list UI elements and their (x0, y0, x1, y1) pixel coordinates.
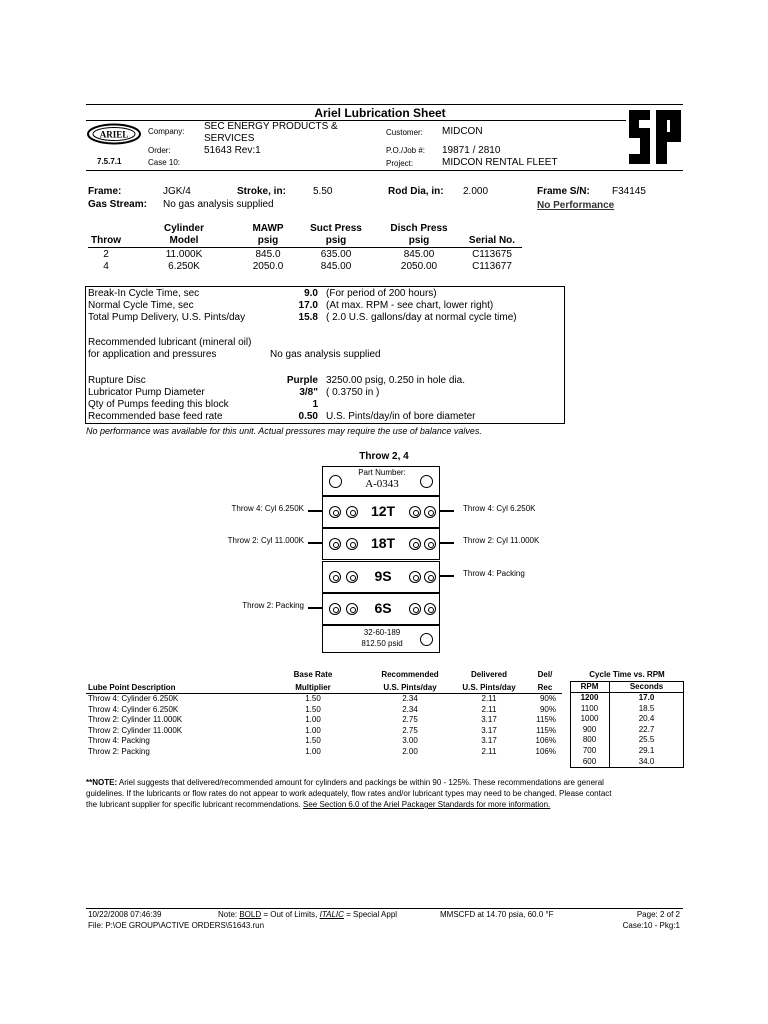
piston-port-icon (329, 538, 341, 550)
th-mawp: MAWP (252, 223, 284, 234)
pump-diameter-label: Lubricator Pump Diameter (88, 387, 205, 398)
piston-port-icon (346, 571, 358, 583)
throw-cell-serial: C113677 (472, 261, 512, 272)
left-callout-line (308, 510, 322, 512)
normal-cycle-value: 17.0 (298, 300, 318, 311)
piston-port-icon (409, 571, 421, 583)
note-prefix: **NOTE: (86, 778, 118, 787)
company-value: SEC ENERGY PRODUCTS & (204, 121, 338, 132)
divider-section-label: 6S (374, 599, 392, 616)
divider-psid: 812.50 psid (361, 639, 403, 648)
lube-cell-del-rec: 106% (535, 746, 556, 756)
frame-label: Frame: (88, 186, 122, 197)
piston-port-icon (329, 571, 341, 583)
no-performance-label: No Performance (537, 200, 615, 211)
lubricant-value: No gas analysis supplied (270, 349, 381, 360)
port-center-icon (350, 575, 356, 581)
cycle-cell-seconds: 17.0 (638, 693, 655, 702)
footer-mmscfd: MMSCFD at 14.70 psia, 60.0 °F (440, 910, 554, 919)
th-lube-description: Lube Point Description (88, 683, 176, 692)
th-delivered-unit: U.S. Pints/day (462, 683, 516, 692)
left-callout-label: Throw 2: Cyl 11.000K (227, 536, 304, 546)
lube-cell-multiplier: 1.00 (305, 746, 321, 756)
throw-cell-model: 11.000K (165, 249, 203, 260)
cycle-table-title: Cycle Time vs. RPM (589, 670, 665, 679)
th-cylinder: Cylinder (163, 223, 204, 234)
note-line-2: guidelines. If the lubricants or flow rates do not appear to work adequately, flow rates and/or lubricant types may need to be changed. Please contact (86, 789, 612, 798)
cycle-cell-rpm: 1200 (580, 693, 599, 702)
th-delivered: Delivered (470, 670, 508, 679)
breakin-value: 9.0 (304, 288, 318, 299)
piston-port-icon (409, 603, 421, 615)
order-label: Order: (148, 146, 171, 155)
throw-cell-disch: 2050.00 (400, 261, 438, 272)
lube-cell-delivered: 3.17 (481, 736, 497, 745)
left-callout-line (308, 607, 322, 609)
header-top-rule (86, 104, 683, 105)
right-callout-line (440, 575, 454, 577)
port-center-icon (350, 510, 356, 516)
th-model: Model (169, 235, 199, 246)
right-callout-label: Throw 4: Cyl 6.250K (463, 504, 536, 513)
port-center-icon (428, 607, 434, 613)
pump-diameter-note: ( 0.3750 in ) (326, 387, 380, 398)
throw-cell-disch: 845.00 (403, 249, 435, 260)
divider-section-block (322, 496, 440, 528)
cycle-cell-seconds: 29.1 (638, 746, 655, 755)
footer-legend (218, 910, 397, 919)
lube-cell-del-rec: 115% (536, 725, 556, 735)
divider-section-block (322, 528, 440, 560)
piston-port-icon (346, 603, 358, 615)
pump-qty-label: Qty of Pumps feeding this block (88, 399, 229, 410)
lube-cell-desc: Throw 4: Cylinder 6.250K (88, 704, 179, 714)
cycle-cell-rpm: 1000 (580, 714, 599, 724)
port-center-icon (428, 575, 434, 581)
project-label: Project: (386, 159, 414, 168)
stroke-value: 5.50 (313, 186, 333, 197)
pump-qty-value: 1 (312, 399, 318, 410)
port-center-icon (428, 542, 434, 548)
throw-cell-throw: 4 (103, 261, 109, 272)
lube-cell-delivered: 2.11 (481, 704, 497, 714)
piston-port-icon (346, 506, 358, 518)
piston-port-icon (346, 538, 358, 550)
cycle-cell-rpm: 1100 (580, 703, 599, 713)
total-delivery-note: ( 2.0 U.S. gallons/day at normal cycle time) (326, 312, 517, 323)
port-center-icon (333, 510, 339, 516)
port-center-icon (413, 510, 419, 516)
piston-port-icon (329, 603, 341, 615)
part-number-value: A-0343 (365, 478, 399, 490)
mounting-hole-icon (420, 475, 433, 488)
footer-rule (86, 908, 683, 909)
total-delivery-label: Total Pump Delivery, U.S. Pints/day (88, 312, 246, 323)
throw-cell-serial: C113675 (472, 249, 512, 260)
divider-code: 32-60-189 (363, 628, 401, 637)
mounting-hole-icon (329, 475, 342, 488)
throw-cell-suct: 845.00 (320, 261, 352, 272)
lube-cell-del-rec: 106% (535, 736, 556, 745)
base-feed-value: 0.50 (298, 411, 318, 422)
rod-label: Rod Dia, in: (388, 186, 444, 197)
port-center-icon (413, 607, 419, 613)
piston-port-icon (329, 506, 341, 518)
note-line-3 (86, 800, 550, 809)
lube-cell-multiplier: 1.00 (305, 725, 321, 735)
company-label: Company: (148, 127, 185, 136)
lube-cell-del-rec: 115% (536, 715, 556, 724)
footer-italic-word: ITALIC (319, 910, 344, 919)
cycle-cell-seconds: 20.4 (638, 714, 655, 724)
company-logo-graphic (626, 106, 684, 168)
lube-cell-delivered: 3.17 (481, 715, 497, 724)
footer-note-prefix: Note: (218, 910, 240, 919)
lube-cell-recommended: 2.00 (402, 746, 418, 756)
header-title-rule (86, 120, 683, 121)
base-feed-label: Recommended base feed rate (88, 411, 223, 422)
th-seconds: Seconds (629, 682, 664, 691)
th-del-rec: Del/ (537, 670, 553, 679)
breakin-note: (For period of 200 hours) (326, 288, 437, 299)
piston-port-icon (409, 506, 421, 518)
footer-page: Page: 2 of 2 (636, 910, 680, 919)
part-number-label: Part Number: (358, 468, 406, 477)
port-center-icon (333, 542, 339, 548)
th-serial: Serial No. (468, 235, 516, 246)
company-value-line2: SERVICES (204, 133, 255, 144)
rupture-disc-label: Rupture Disc (88, 375, 146, 386)
total-delivery-value: 15.8 (298, 312, 318, 323)
lube-cell-desc: Throw 2: Packing (88, 746, 150, 756)
cycle-cell-seconds: 18.5 (638, 703, 655, 713)
lube-cell-recommended: 2.75 (402, 725, 418, 735)
cycle-cell-rpm: 900 (582, 724, 597, 734)
right-callout-line (440, 542, 454, 544)
cycle-cell-seconds: 34.0 (638, 756, 655, 766)
port-center-icon (350, 607, 356, 613)
lube-cell-recommended: 2.34 (402, 694, 418, 703)
divider-section-label: 12T (370, 503, 396, 519)
port-center-icon (333, 575, 339, 581)
th-mawp-unit: psig (257, 235, 279, 246)
lube-cell-delivered: 2.11 (481, 694, 497, 703)
divider-section-block (322, 593, 440, 625)
frame-value: JGK/4 (163, 186, 191, 197)
left-callout-label: Throw 4: Cyl 6.250K (231, 504, 304, 513)
lube-cell-del-rec: 90% (539, 704, 556, 714)
lube-cell-delivered: 3.17 (481, 725, 497, 735)
po-value: 19871 / 2810 (442, 145, 501, 156)
port-center-icon (413, 575, 419, 581)
th-disch-press: Disch Press (390, 223, 448, 234)
th-suct-press: Suct Press (310, 223, 362, 234)
cycle-cell-seconds: 25.5 (638, 735, 655, 745)
footer-bold-word: BOLD (239, 910, 262, 919)
lube-cell-multiplier: 1.50 (305, 704, 321, 714)
lube-cell-desc: Throw 2: Cylinder 11.000K (88, 715, 183, 724)
port-center-icon (333, 607, 339, 613)
ariel-logo (86, 123, 142, 145)
page-title: Ariel Lubrication Sheet (314, 106, 446, 120)
lube-cell-multiplier: 1.50 (305, 694, 321, 703)
piston-port-icon (424, 571, 436, 583)
footer-case: Case:10 - Pkg:1 (622, 921, 680, 930)
footer-bold-desc: = Out of Limits, (261, 910, 320, 919)
customer-value: MIDCON (442, 126, 483, 137)
throw-cell-mawp: 845.0 (255, 249, 281, 260)
lubricant-label-2: for application and pressures (88, 349, 217, 360)
part-number-block (322, 466, 440, 496)
lube-cell-recommended: 3.00 (402, 736, 418, 745)
cycle-cell-rpm: 700 (582, 746, 597, 755)
piston-port-icon (424, 603, 436, 615)
packager-standards-link[interactable]: See Section 6.0 of the Ariel Packager Standards for more information. (303, 800, 551, 809)
piston-port-icon (409, 538, 421, 550)
throw-cell-model: 6.250K (168, 261, 200, 272)
footer-file-path: File: P:\OE GROUP\ACTIVE ORDERS\51643.run (88, 921, 265, 930)
lube-cell-desc: Throw 4: Packing (88, 736, 150, 745)
th-base-rate: Base Rate (293, 670, 333, 679)
project-value: MIDCON RENTAL FLEET (442, 157, 558, 168)
lube-cell-desc: Throw 2: Cylinder 11.000K (88, 725, 183, 735)
note-text-1: Ariel suggests that delivered/recommended amount for cylinders and packings be within 90 - 125%. These recommendations are general (117, 778, 604, 787)
lube-cell-multiplier: 1.50 (305, 736, 321, 745)
th-throw: Throw (91, 235, 121, 246)
right-callout-label: Throw 2: Cyl 11.000K (463, 536, 540, 546)
gas-stream-label: Gas Stream: (88, 199, 147, 210)
order-value: 51643 Rev:1 (204, 145, 261, 156)
header-bottom-rule (86, 170, 683, 171)
cycle-cell-seconds: 22.7 (638, 724, 655, 734)
breakin-label: Break-In Cycle Time, sec (88, 288, 200, 299)
left-callout-label: Throw 2: Packing (242, 600, 304, 610)
note-text-3: the lubricant supplier for specific lubricant recommendations. (86, 800, 301, 809)
throw-cell-mawp: 2050.0 (252, 261, 284, 272)
port-center-icon (428, 510, 434, 516)
frame-sn-label: Frame S/N: (537, 186, 590, 197)
pump-diameter-value: 3/8" (299, 387, 318, 398)
th-suct-unit: psig (325, 235, 347, 246)
po-label: P.O./Job #: (386, 146, 425, 155)
footer-datetime: 10/22/2008 07:46:39 (88, 910, 162, 919)
lube-cell-delivered: 2.11 (481, 746, 497, 756)
divider-section-label: 18T (370, 535, 396, 552)
piston-port-icon (424, 506, 436, 518)
rupture-disc-value: Purple (286, 375, 318, 386)
note-line-1 (86, 778, 604, 787)
lubricant-label-1: Recommended lubricant (mineral oil) (88, 337, 252, 348)
piston-port-icon (424, 538, 436, 550)
rupture-disc-note: 3250.00 psig, 0.250 in hole dia. (326, 375, 465, 386)
throw-cell-suct: 635.00 (320, 249, 352, 260)
divider-footer-block (322, 625, 440, 653)
divider-section-block (322, 561, 440, 593)
lube-cell-recommended: 2.34 (402, 704, 418, 714)
right-callout-line (440, 510, 454, 512)
th-recommended: Recommended (381, 670, 439, 679)
frame-sn-value: F34145 (612, 186, 646, 197)
right-callout-label: Throw 4: Packing (463, 568, 525, 578)
port-center-icon (413, 542, 419, 548)
diagram-title: Throw 2, 4 (359, 451, 409, 462)
left-callout-line (308, 542, 322, 544)
port-center-icon (350, 542, 356, 548)
base-feed-note: U.S. Pints/day/in of bore diameter (326, 411, 476, 422)
lube-cell-del-rec: 90% (539, 694, 556, 703)
th-disch-unit: psig (408, 235, 430, 246)
logo-text: ARIEL (99, 129, 129, 140)
normal-cycle-note: (At max. RPM - see chart, lower right) (326, 300, 494, 311)
cycle-cell-rpm: 600 (582, 756, 597, 766)
th-del-rec-2: Rec (537, 683, 553, 692)
performance-warning: No performance was available for this unit. Actual pressures may require the use of balance valves. (86, 426, 482, 436)
th-multiplier: Multiplier (295, 683, 331, 692)
lube-cell-multiplier: 1.00 (305, 715, 321, 724)
th-recommended-unit: U.S. Pints/day (383, 683, 437, 692)
rod-value: 2.000 (463, 186, 489, 197)
footer-italic-desc: = Special Appl (343, 910, 398, 919)
mounting-hole-icon (420, 633, 433, 646)
th-rpm: RPM (580, 682, 599, 691)
throw-cell-throw: 2 (103, 249, 109, 260)
normal-cycle-label: Normal Cycle Time, sec (88, 300, 194, 311)
throw-table-header-rule (88, 247, 522, 248)
lube-cell-desc: Throw 4: Cylinder 6.250K (88, 694, 179, 703)
section-number: 7.5.7.1 (97, 157, 122, 166)
stroke-label: Stroke, in: (237, 186, 286, 197)
customer-label: Customer: (386, 128, 423, 137)
cycle-cell-rpm: 800 (582, 735, 597, 745)
case-label: Case 10: (148, 158, 181, 167)
divider-section-label: 9S (374, 567, 392, 584)
lube-cell-recommended: 2.75 (402, 715, 418, 724)
gas-stream-value: No gas analysis supplied (163, 199, 274, 210)
